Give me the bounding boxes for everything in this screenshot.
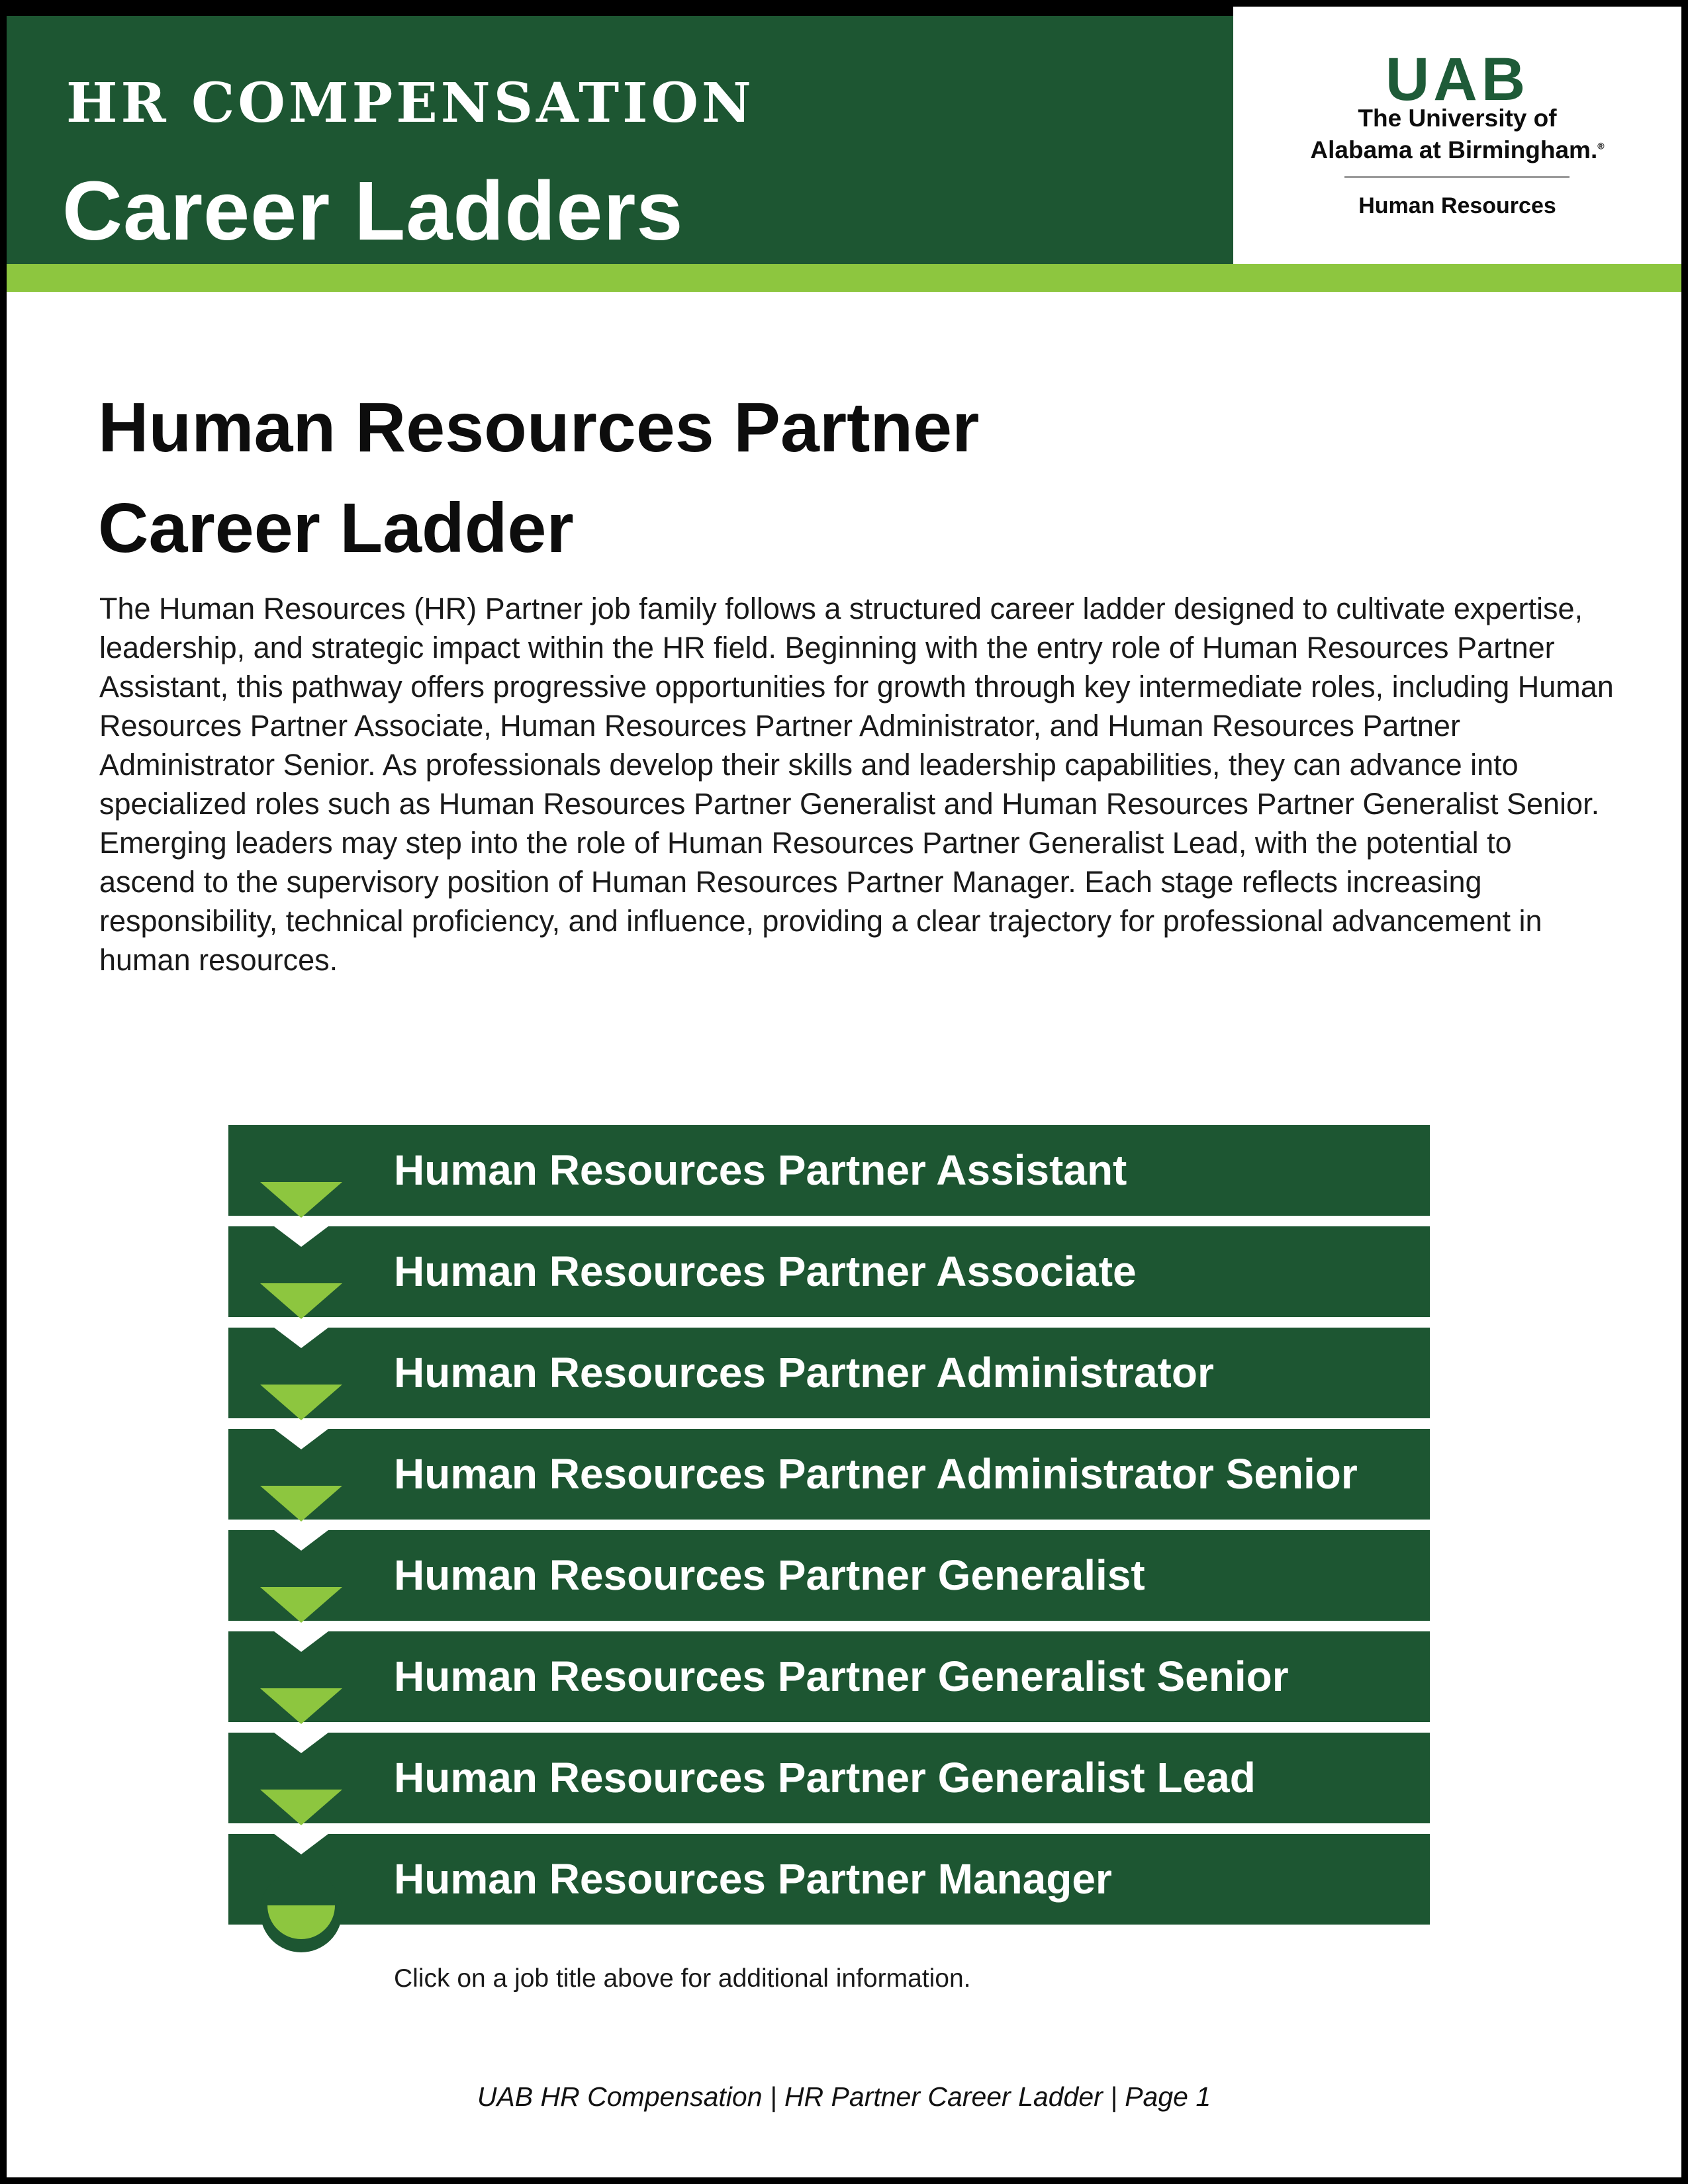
chevron-down-icon	[260, 1486, 342, 1522]
ladder-step-1[interactable]	[228, 1125, 1430, 1216]
footer-text: UAB HR Compensation | HR Partner Career Ladder | Page 1	[477, 2081, 1211, 2112]
ladder-step-label: Human Resources Partner Generalist Lead	[394, 1754, 1256, 1801]
chevron-down-icon	[260, 1688, 342, 1724]
ladder-step-8[interactable]	[228, 1834, 1430, 1925]
chevron-down-icon	[260, 1283, 342, 1319]
ladder-step-label: Human Resources Partner Manager	[394, 1855, 1112, 1903]
ladder-step-4[interactable]	[228, 1429, 1430, 1520]
accent-stripe	[7, 264, 1681, 292]
uab-logo	[1233, 7, 1681, 264]
chevron-down-icon	[260, 1182, 342, 1218]
ladder-step-label: Human Resources Partner Administrator	[394, 1349, 1214, 1396]
ladder-step-3[interactable]	[228, 1328, 1430, 1418]
step-notch	[260, 1722, 342, 1753]
step-notch	[260, 1418, 342, 1449]
uab-logo-university-line2: Alabama at Birmingham.®	[1310, 136, 1605, 163]
ladder-step-7[interactable]	[228, 1733, 1430, 1823]
ladder-step-label: Human Resources Partner Assistant	[394, 1146, 1127, 1194]
uab-logo-acronym: UAB	[1385, 46, 1530, 113]
uab-logo-university-line1: The University of	[1358, 105, 1557, 132]
page-title-line1: Human Resources Partner	[98, 388, 980, 467]
chevron-down-icon	[260, 1385, 342, 1420]
step-notch	[260, 1216, 342, 1247]
page-title	[98, 377, 979, 578]
step-notch	[260, 1520, 342, 1551]
step-notch	[260, 1823, 342, 1854]
ladder-caption: Click on a job title above for additional information.	[394, 1964, 971, 1993]
ladder-step-label: Human Resources Partner Associate	[394, 1248, 1137, 1295]
registered-mark: ®	[1597, 140, 1605, 152]
ladder-step-label: Human Resources Partner Generalist Senior	[394, 1653, 1289, 1700]
header-title: Career Ladders	[62, 164, 684, 257]
career-ladder	[228, 1125, 1430, 2019]
logo-divider-line	[1344, 176, 1570, 178]
ladder-step-5[interactable]	[228, 1530, 1430, 1621]
header-eyebrow: HR COMPENSATION	[66, 71, 755, 135]
page-title-line2: Career Ladder	[98, 489, 574, 567]
intro-paragraph: The Human Resources (HR) Partner job family follows a structured career ladder designed to cultivate expertise, leadership, and strategic impact within the HR field. Beginning with the entry role of Human Resources Partner Assistant, this pathway offers progressive opportunities for growth through key intermediate roles, including Human Resources Partner Associate, Human Resources Partner Administrator, and Human Resources Partner Administrator Senior. As professionals develop their skills and leadership capabilities, they can advance into specialized roles such as Human Resources Partner Generalist and Human Resources Partner Generalist Senior. Emerging leaders may step into the role of Human Resources Partner Generalist Lead, with the potential to ascend to the supervisory position of Human Resources Partner Manager. Each stage reflects increasing responsibility, technical proficiency, and influence, providing a clear trajectory for professional advancement in human resources.	[99, 592, 1614, 977]
ladder-step-6[interactable]	[228, 1631, 1430, 1722]
step-notch	[260, 1621, 342, 1652]
ladder-step-2[interactable]	[228, 1226, 1430, 1317]
uab-logo-department: Human Resources	[1358, 193, 1556, 218]
chevron-down-icon	[260, 1587, 342, 1623]
chevron-down-icon	[260, 1790, 342, 1825]
ladder-step-label: Human Resources Partner Generalist	[394, 1551, 1145, 1599]
step-notch	[260, 1317, 342, 1348]
ladder-step-label: Human Resources Partner Administrator Senior	[394, 1450, 1358, 1498]
